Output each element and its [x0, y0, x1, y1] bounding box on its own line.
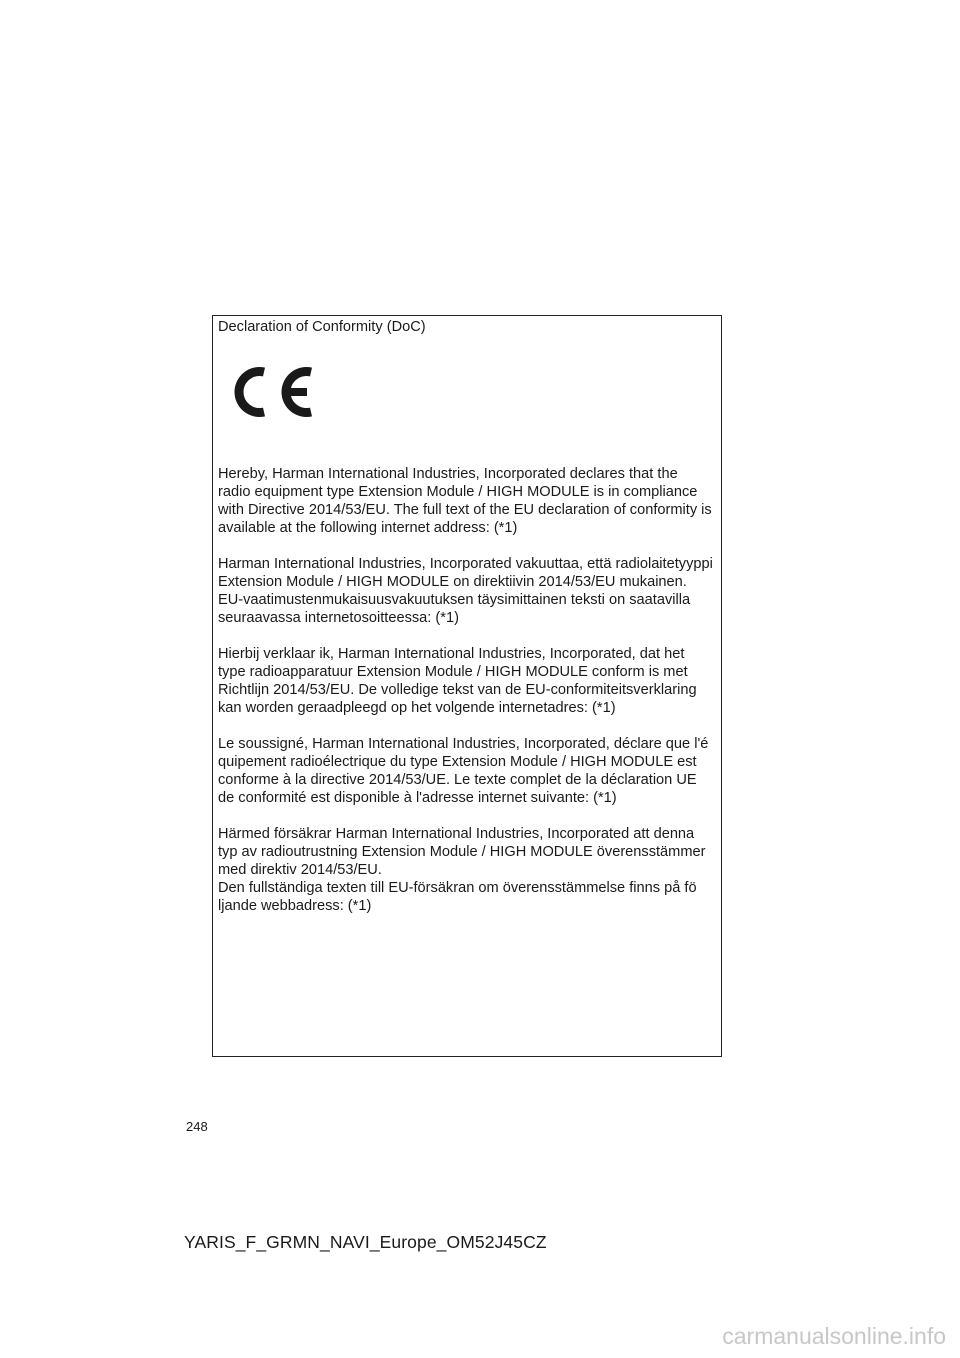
- text-line: Den fullständiga texten till EU-försäkran om överensstämmelse finns på fö: [218, 880, 697, 896]
- text-line: conforme à la directive 2014/53/UE. Le texte complet de la déclaration UE: [218, 772, 697, 788]
- text-line: Richtlijn 2014/53/EU. De volledige tekst van de EU-conformiteitsverklaring: [218, 682, 697, 698]
- text-line: Extension Module / HIGH MODULE on direktiivin 2014/53/EU mukainen.: [218, 574, 687, 590]
- declaration-title: Declaration of Conformity (DoC): [218, 319, 426, 335]
- declaration-paragraph-fi: [218, 555, 721, 627]
- watermark: carmanualsonline.info: [722, 1323, 946, 1349]
- text-line: typ av radioutrustning Extension Module / HIGH MODULE överensstämmer: [218, 844, 706, 860]
- text-line: Harman International Industries, Incorporated vakuuttaa, että radiolaitetyyppi: [218, 556, 713, 572]
- text-line: seuraavassa internetosoitteessa: (*1): [218, 610, 459, 626]
- text-line: Hierbij verklaar ik, Harman International Industries, Incorporated, dat het: [218, 646, 685, 662]
- text-line: med direktiv 2014/53/EU.: [218, 862, 382, 878]
- text-line: EU-vaatimustenmukaisuusvakuutuksen täysimittainen teksti on saatavilla: [218, 592, 691, 608]
- text-line: Hereby, Harman International Industries, Incorporated declares that the: [218, 466, 678, 482]
- document-code: YARIS_F_GRMN_NAVI_Europe_OM52J45CZ: [184, 1232, 547, 1252]
- text-line: Härmed försäkrar Harman International Industries, Incorporated att denna: [218, 826, 695, 842]
- text-line: kan worden geraadpleegd op het volgende internetadres: (*1): [218, 700, 616, 716]
- text-line: ljande webbadress: (*1): [218, 898, 372, 914]
- declaration-paragraph-en: [218, 465, 721, 537]
- declaration-paragraph-nl: [218, 645, 721, 717]
- text-line: Le soussigné, Harman International Industries, Incorporated, déclare que l'é: [218, 736, 709, 752]
- declaration-paragraph-fr: [218, 735, 721, 807]
- page-number: 248: [186, 1119, 208, 1134]
- text-line: quipement radioélectrique du type Extension Module / HIGH MODULE est: [218, 754, 697, 770]
- text-line: radio equipment type Extension Module / HIGH MODULE is in compliance: [218, 484, 698, 500]
- text-line: available at the following internet address: (*1): [218, 520, 518, 536]
- text-line: type radioapparatuur Extension Module / HIGH MODULE conform is met: [218, 664, 688, 680]
- ce-mark-logo: [230, 361, 316, 423]
- declaration-paragraph-sv: [218, 825, 721, 915]
- text-line: de conformité est disponible à l'adresse internet suivante: (*1): [218, 790, 617, 806]
- text-line: with Directive 2014/53/EU. The full text of the EU declaration of conformity is: [218, 502, 712, 518]
- declaration-box: [212, 315, 722, 1057]
